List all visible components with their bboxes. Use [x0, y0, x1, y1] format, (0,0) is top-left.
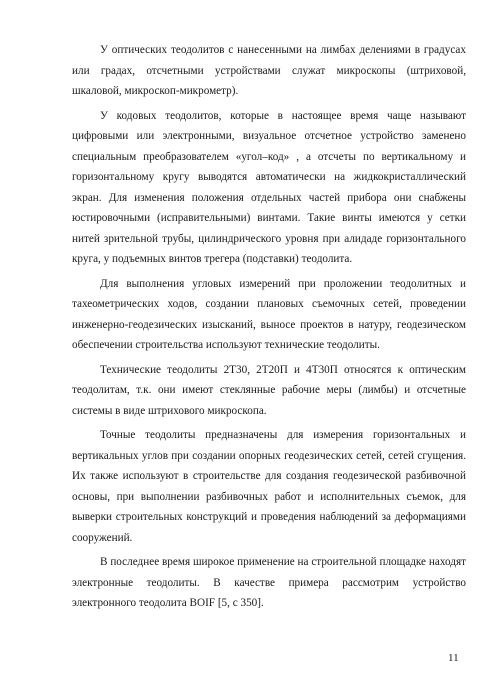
paragraph-technical-theodolites: Технические теодолиты 2Т30, 2Т20П и 4Т30П относятся к оптическим теодолитам, т.к. они имеют стеклянные рабочие меры (лимбы) и отсчетные системы в виде штрихового микроскопа.	[72, 363, 466, 417]
body-text	[72, 40, 466, 618]
paragraph-precise-theodolites: Точные теодолиты предназначены для измерения горизонтальных и вертикальных углов при создании опорных геодезических сетей, сетей сгущения. Их также используют в строительстве для создания геодезической разбивочной основы, при выполнении разбивочных работ и исполнительных съемок, для выверки строительных конструкций и проведения наблюдений за деформациями сооружений.	[72, 429, 466, 544]
paragraph-optical-theodolites: У оптических теодолитов с нанесенными на лимбах делениями в градусах или градах, отсчетными устройствами служат микроскопы (штриховой, шкаловой, микроскоп-микрометр).	[72, 44, 466, 97]
paragraph-angular-measurements: Для выполнения угловых измерений при проложении теодолитных и тахеометрических ходов, создании плановых съемочных сетей, проведении инженерно-геодезических изысканий, выносе проектов в натуру, геодезическом обеспечении строительства используют технические теодолиты.	[72, 277, 466, 351]
page-number: 11	[448, 652, 459, 664]
paragraph-code-theodolites: У кодовых теодолитов, которые в настоящее время чаще называют цифровыми или электронными, визуальное отсчетное устройство заменено специальным преобразователем «угол–код» , а отсчеты по вертикальному и горизонтальному кругу выводятся автоматически на жидкокристаллический экран. Для изменения положения отдельных частей прибора они снабжены юстировочными (исправительными) винтами. Такие винты имеются у сетки нитей зрительной трубы, цилиндрического уровня при алидаде горизонтального круга, у подъемных винтов трегера (подставки) теодолита.	[72, 109, 466, 265]
paragraph-electronic-theodolites: В последнее время широкое применение на строительной площадке находят электронные теодолиты. В качестве примера рассмотрим устройство электронного теодолита BOIF [5, с 350].	[72, 556, 466, 609]
